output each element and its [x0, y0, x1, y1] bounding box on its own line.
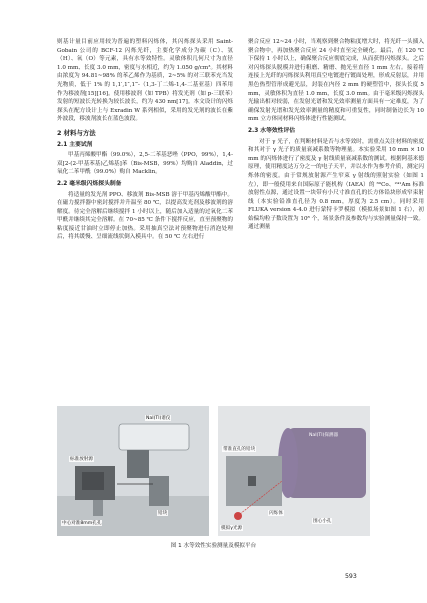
- subsection-heading: 2.1 主要试剂: [57, 141, 93, 148]
- paragraph: 对于 γ 光子，在判断材料是否与水等效时，需重点关注材料的密度和其对于 γ 光子的质量衰减系数等物理量。本实验采用 10 mm × 10 mm 的闪烁体进行了密度及 γ 射线质量衰减系数的测试。根据阿基米德原理，使用精度达万分之一的电子天平，并以水作为参考介质，测定闪烁体的密度。由于常规放射源产生窄束 γ 射线的照射实验（如图 1 左），即一般使用来自国际原子能机构（IAEA）的 ⁶⁰Co、²⁴¹Am 标准放射性点源，通过设置一块带有小尺寸准直孔的长方体铅块形成窄束射线（本实验铅准直孔径为 0.8 mm，厚度为 2.5 cm）。同时采用 FLUKA version 4-4.0 进行蒙特卡罗模拟（模拟场景如图 1 右），初始偏均粒子数设置为 10⁸ 个，场景条件及参数均与实验测量保持一致。通过测量: [248, 138, 424, 231]
- paragraph: 则基计量目前应用较为普遍的塑料闪烁体，其闪烁探头采用 Saint-Gobain 公司的 BCF-12 闪烁光纤，主要化学成分为碳（C）、氢（H）、氧（O）等元素，具有水等效特性。灵敏体积几何尺寸为直径 1.0 mm、长度 3.0 mm，密度与水相近，约为 1.050 g/cm³。其材料由浓度为 94.81~98% 的苯乙烯作为基质，2~5% 的对三联苯充当发光物质，低于 1% 的 1,1′,1″,1‴-（1,3-丁二烯-1,4-二基亚基）四苯用作为移波剂[15][16]。使用移波剂（如 TPB）将发光剂（如 p-三联苯）发射的短波长光转换为较长波长，约为 430 nm[17]。本文设计的闪烁探头在配方设计上与 Exradin W 系列相似，采用的发光剂的波长在紫外波段，移波剂波长在蓝色波段。: [57, 39, 233, 123]
- left-column: [57, 38, 233, 242]
- scintillator-label: 闪烁体: [269, 511, 283, 516]
- experiment-photo-drawing: [57, 406, 209, 536]
- paragraph: 聚合反应 12~24 小时，当观察到聚合物粘度增大时，将光纤一头插入聚合物中，再加热聚合反应 24 小时直至完全硬化。最后，在 120 ℃ 下保持 1 小时以上，确保聚合反应彻底完成，从而获得闪烁探头。之后对闪烁探头脱模并进行粗磨、精磨、抛光至直径 1 mm 左右。接着将连接上光纤的闪烁探头利用真空电镀进行镀面处理，形成反射层，并用黑色热塑管形成避光层，封装在内径 2 mm 的硬塑管中，探头长度 5 mm，灵敏体积为直径 1.0 mm，长度 3.0 mm。由于毫米级闪烁探头光输出相对较弱，在发射光谱和发光效率测量方面具有一定难度，为了确保发射光谱和发光效率测量的精度和可重复性，同时制备边长为 10 mm 立方体同材料闪烁体进行性能测试。: [248, 39, 424, 123]
- hole-label: 围心小孔: [313, 519, 332, 524]
- simulation-render-drawing: [218, 406, 370, 536]
- collimator-label: 铅块: [158, 511, 168, 516]
- paragraph: 将适量的发光剂 PPO、移波剂 Bis-MSB 溶于甲基丙烯酸甲酯中。在磁力搅拌器中密封搅拌并升温至 80 ℃，以提高发光剂及移波剂的溶解度。待完全溶解后继续搅拌 1 小时以上，随后加入适量的过氧化二苯甲酰并继续其完全溶解。在 70~85 ℃ 条件下搅拌反应，直至预聚物的粘度接近甘油时立即停止加热。采用抽真空法对预聚物进行消泡处理后，将其缓慢、呈细流线状倒入模具中。在 50 ℃ 左右进行: [57, 191, 233, 241]
- right-column: [248, 38, 424, 232]
- source-label: 模拟γ光源: [221, 526, 243, 531]
- simulation-render: [218, 406, 370, 536]
- section-heading: 2 材料与方法: [57, 128, 96, 137]
- page-number: 593: [345, 573, 357, 580]
- aperture-block-label: 带准直孔的铅块: [223, 447, 256, 452]
- aperture-label: 中心对准8mm孔孔: [62, 521, 102, 526]
- figure-1: [57, 406, 370, 536]
- figure-caption: 图 1 水等效性实验测量及模拟平台: [170, 543, 257, 549]
- source-label: 标准放射源: [70, 457, 93, 462]
- subsection-heading: 2.3 水等效性评估: [248, 127, 296, 134]
- subsection-heading: 2.2 毫米级闪烁探头制备: [57, 180, 122, 187]
- experiment-photo: [57, 406, 209, 536]
- nai-detector-label: NaI(Tl)探测器: [309, 433, 339, 438]
- paragraph: 甲基丙烯酸甲酯（99.0%），2,5-二苯基恶唑（PPO，99%），1,4-双[2-(2-甲基苯基)乙烯基]苯（Bis-MSB，99%）均购自 Aladdin，过氧化二苯甲酰（99.0%）购自 Macklin。: [57, 152, 233, 176]
- nai-spectrometer-label: NaI(Tl)谱仪: [146, 416, 171, 421]
